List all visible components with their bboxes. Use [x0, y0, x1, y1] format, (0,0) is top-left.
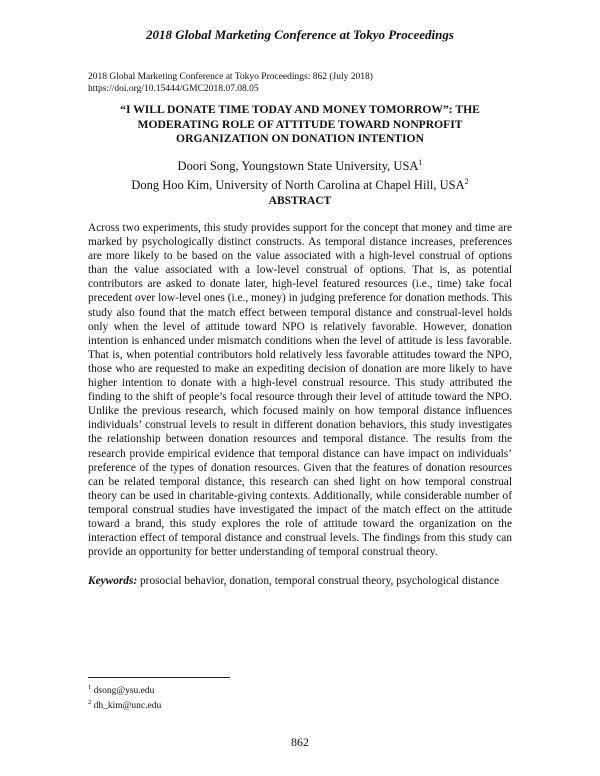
paper-title	[60, 103, 540, 147]
author-list	[60, 155, 540, 193]
keywords-label: Keywords:	[88, 575, 138, 587]
keywords	[88, 574, 512, 588]
footnote-mark: 1	[88, 684, 92, 691]
author-affiliation: Dong Hoo Kim, University of North Carolina at Chapel Hill, USA	[131, 178, 465, 193]
footnote	[88, 697, 161, 712]
citation-block	[88, 71, 373, 95]
footnote	[88, 682, 161, 697]
footnote-mark: 2	[88, 699, 92, 707]
footnote-mark: 2	[464, 177, 469, 187]
citation-line: 2018 Global Marketing Conference at Tokyo Proceedings: 862 (July 2018)	[88, 72, 373, 82]
footnotes	[88, 682, 161, 712]
author-line	[60, 155, 540, 174]
abstract-heading: ABSTRACT	[268, 195, 332, 207]
author-line	[60, 174, 540, 193]
footnote-email[interactable]: dsong@ysu.edu	[93, 686, 155, 697]
page-number: 862	[291, 735, 309, 749]
footnote-divider	[88, 677, 230, 678]
footnote-email[interactable]: dh_kim@unc.edu	[93, 701, 162, 712]
doi-link[interactable]: https://doi.org/10.15444/GMC2018.07.08.05	[88, 84, 259, 94]
running-head: 2018 Global Marketing Conference at Tokyo Proceedings	[146, 27, 454, 42]
title-line: MODERATING ROLE OF ATTITUDE TOWARD NONPROFIT	[137, 117, 463, 131]
title-line: “I WILL DONATE TIME TODAY AND MONEY TOMORROW”: THE	[120, 103, 480, 116]
title-line: ORGANIZATION ON DONATION INTENTION	[176, 132, 424, 145]
abstract-body: Across two experiments, this study provides support for the concept that money and time are marked by psychologically distinct constructs. As temporal distance increases, preferences are more likely to be based on the value associated with a high-level construal of options than the value associated with a low-level construal of options. That is, as potential contributors are asked to donate later, high-level featured resources (i.e., time) take focal precedent over low-level ones (i.e., money) in judging preference for donation methods. This study also found that the match effect between temporal distance and construal-level holds only when the level of attitude toward NPO is relatively favorable. However, donation intention is enhanced under mismatch conditions when the level of attitude is less favorable. That is, when potential contributors hold relatively less favorable attitudes toward the NPO, those who are requested to make an expediting decision of donation are more likely to have higher intention to donate with a high-level construal resource. This study attributed the finding to the shift of people’s focal resource through their level of attitude toward the NPO. Unlike the previous research, which focused mainly on how temporal distance influences individuals’ construal levels to result in different donation behaviors, this study investigates the relationship between donation resources and temporal distance. The results from the research provide empirical evidence that temporal distance can have impact on individuals’ preference of the types of donation resources. Given that the features of donation resources can be related temporal distance, this research can shed light on how temporal construal theory can be used in charitable-giving contexts. Additionally, while considerable number of temporal construal studies have investigated the impact of the match effect on the attitude toward a brand, this study explores the role of attitude toward the organization on the interaction effect of temporal distance and construal levels. The findings from this study can provide an opportunity for better understanding of temporal construal theory.	[88, 222, 512, 559]
footnote-mark: 1	[418, 158, 423, 167]
keywords-text: prosocial behavior, donation, temporal construal theory, psychological distance	[140, 575, 500, 587]
author-affiliation: Doori Song, Youngstown State University, USA	[177, 159, 419, 174]
